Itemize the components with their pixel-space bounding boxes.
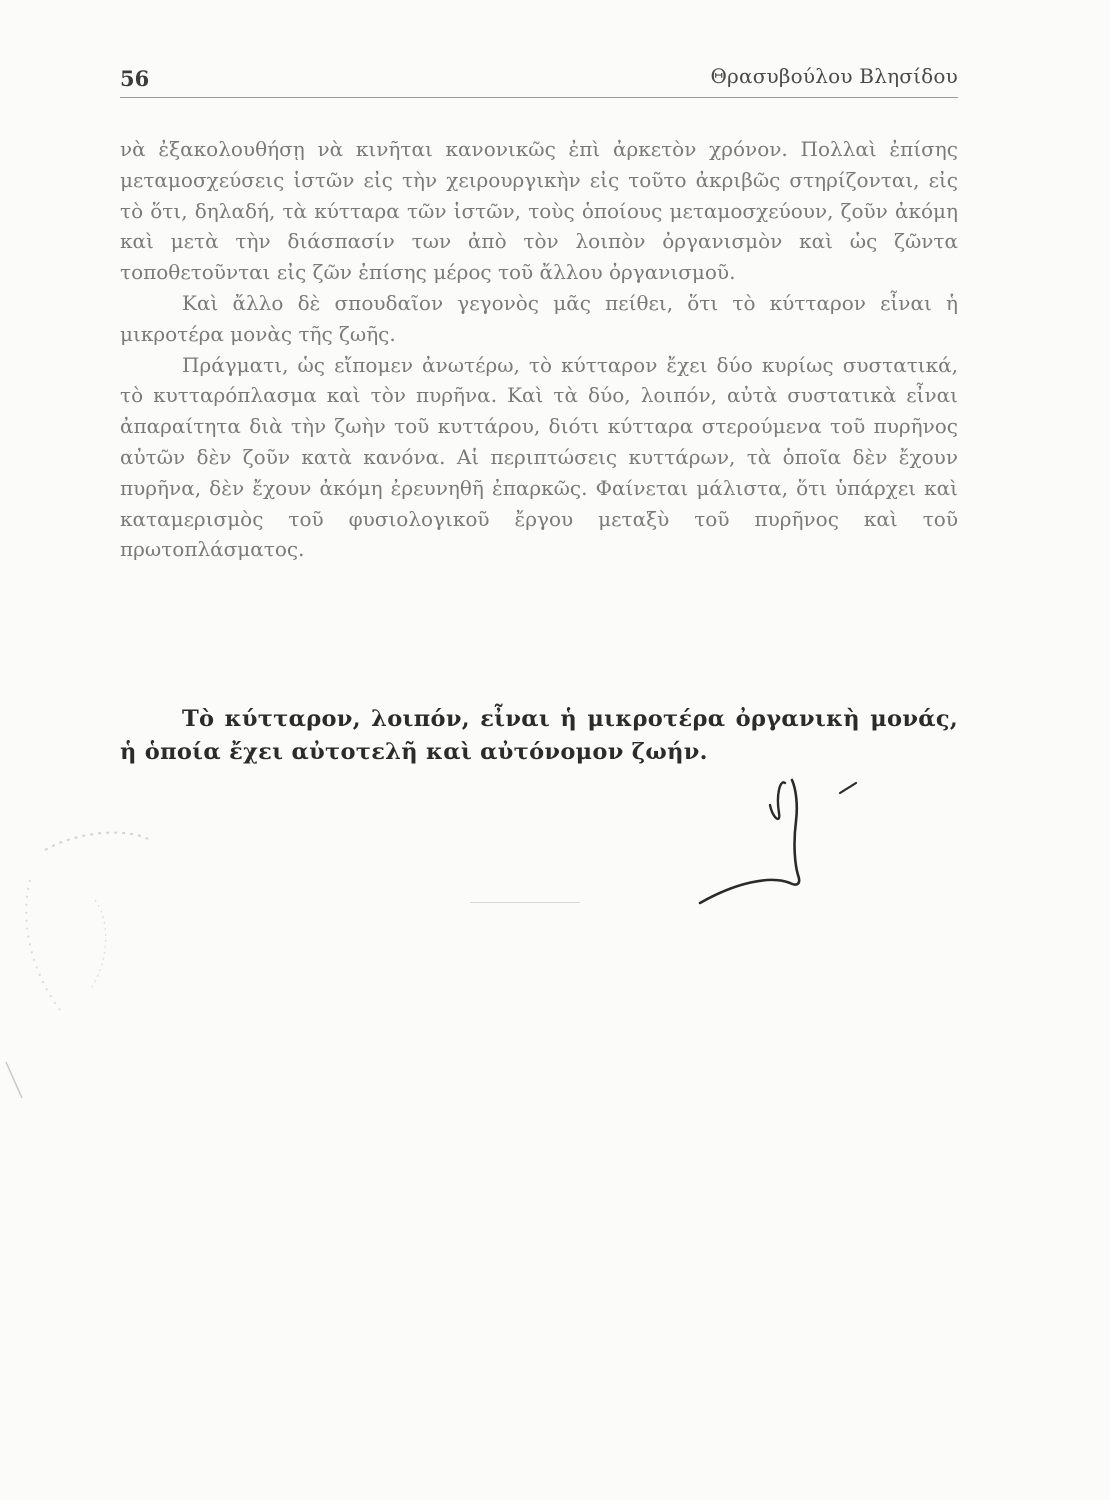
body-text: [120, 134, 958, 565]
paragraph-2: Καὶ ἄλλο δὲ σπουδαῖον γεγονὸς μᾶς πείθει, ὅτι τὸ κύτταρον εἶναι ἡ μικροτέρα μονὰς τῆς ζωῆς.: [120, 290, 958, 346]
page-number: 56: [120, 66, 150, 91]
conclusion-statement: Τὸ κύτταρον, λοιπόν, εἶναι ἡ μικροτέρα ὀργανικὴ μονάς, ἡ ὁποία ἔχει αὐτοτελῆ καὶ αὐτόνομον ζωήν.: [120, 706, 958, 765]
running-head: Θρασυβούλου Βλησίδου: [710, 64, 958, 88]
header-rule: [120, 97, 958, 98]
paragraph-3: Πράγματι, ὡς εἴπομεν ἀνωτέρω, τὸ κύτταρον ἔχει δύο κυρίως συστατικά, τὸ κυτταρόπλασμα καὶ τὸν πυρῆνα. Καὶ τὰ δύο, λοιπόν, αὐτὰ συστατικὰ εἶναι ἀπαραίτητα διὰ τὴν ζωὴν τοῦ κυττάρου, διότι κύτταρα στερούμενα τοῦ πυρῆνος αὐτῶν δὲν ζοῦν κατὰ κανόνα. Αἱ περιπτώσεις κυττάρων, τὰ ὁποῖα δὲν ἔχουν πυρῆνα, δὲν ἔχουν ἀκόμη ἐρευνηθῆ ἐπαρκῶς. Φαίνεται μάλιστα, ὅτι ὑπάρχει καὶ καταμερισμὸς τοῦ φυσιολογικοῦ ἔργου μεταξὺ τοῦ πυρῆνος καὶ τοῦ πρωτοπλάσματος.: [120, 352, 958, 562]
faint-rule: [470, 902, 580, 903]
handwritten-signature: [680, 765, 880, 915]
faded-stamp: [0, 820, 200, 1050]
paragraph-1: νὰ ἐξακολουθήσῃ νὰ κινῆται κανονικῶς ἐπὶ ἀρκετὸν χρόνον. Πολλαὶ ἐπίσης μεταμοσχεύσεις ἱστῶν εἰς τὴν χειρουργικὴν εἰς τοῦτο ἀκριβῶς στηρίζονται, εἰς τὸ ὅτι, δηλαδή, τὰ κύτταρα τῶν ἱστῶν, τοὺς ὁποίους μεταμοσχεύουν, ζοῦν ἀκόμη καὶ μετὰ τὴν διάσπασίν των ἀπὸ τὸν λοιπὸν ὀργανισμὸν καὶ ὡς ζῶντα τοποθετοῦνται εἰς ζῶν ἐπίσης μέρος τοῦ ἄλλου ὀργανισμοῦ.: [120, 137, 958, 285]
margin-mark: [4, 1060, 34, 1110]
